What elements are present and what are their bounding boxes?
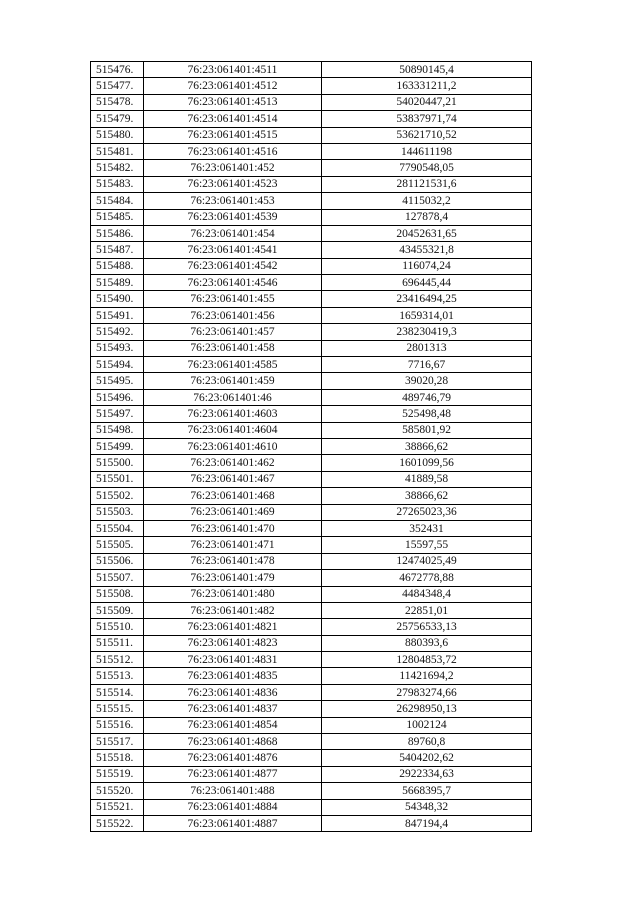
row-number-cell: 515500.	[91, 455, 144, 471]
cadastral-number-cell: 76:23:061401:453	[144, 193, 322, 209]
table-row	[91, 504, 532, 520]
row-number-cell: 515478.	[91, 94, 144, 110]
table-row	[91, 537, 532, 553]
row-number-cell: 515502.	[91, 488, 144, 504]
cadastral-value-cell: 1659314,01	[322, 307, 532, 323]
cadastral-value-cell: 20452631,65	[322, 225, 532, 241]
table-row	[91, 307, 532, 323]
row-number-cell: 515519.	[91, 766, 144, 782]
cadastral-number-cell: 76:23:061401:4604	[144, 422, 322, 438]
table-row	[91, 422, 532, 438]
table-row	[91, 78, 532, 94]
table-row	[91, 815, 532, 831]
row-number-cell: 515512.	[91, 652, 144, 668]
cadastral-value-cell: 26298950,13	[322, 701, 532, 717]
cadastral-number-cell: 76:23:061401:4877	[144, 766, 322, 782]
row-number-cell: 515505.	[91, 537, 144, 553]
cadastral-value-cell: 2922334,63	[322, 766, 532, 782]
table-row	[91, 324, 532, 340]
cadastral-number-cell: 76:23:061401:4513	[144, 94, 322, 110]
row-number-cell: 515486.	[91, 225, 144, 241]
table-row	[91, 291, 532, 307]
cadastral-value-table	[90, 61, 532, 832]
cadastral-value-cell: 281121531,6	[322, 176, 532, 192]
cadastral-number-cell: 76:23:061401:4610	[144, 438, 322, 454]
row-number-cell: 515496.	[91, 389, 144, 405]
row-number-cell: 515490.	[91, 291, 144, 307]
cadastral-value-cell: 127878,4	[322, 209, 532, 225]
row-number-cell: 515476.	[91, 62, 144, 78]
cadastral-value-cell: 38866,62	[322, 488, 532, 504]
cadastral-value-cell: 585801,92	[322, 422, 532, 438]
table-row	[91, 160, 532, 176]
cadastral-value-cell: 15597,55	[322, 537, 532, 553]
table-row	[91, 62, 532, 78]
cadastral-value-cell: 50890145,4	[322, 62, 532, 78]
table-row	[91, 340, 532, 356]
table-row	[91, 635, 532, 651]
row-number-cell: 515517.	[91, 734, 144, 750]
row-number-cell: 515491.	[91, 307, 144, 323]
table-row	[91, 406, 532, 422]
cadastral-value-cell: 22851,01	[322, 602, 532, 618]
row-number-cell: 515483.	[91, 176, 144, 192]
cadastral-number-cell: 76:23:061401:467	[144, 471, 322, 487]
table-row	[91, 111, 532, 127]
cadastral-number-cell: 76:23:061401:4884	[144, 799, 322, 815]
cadastral-value-cell: 27983274,66	[322, 684, 532, 700]
cadastral-value-cell: 43455321,8	[322, 242, 532, 258]
table-row	[91, 520, 532, 536]
cadastral-number-cell: 76:23:061401:4539	[144, 209, 322, 225]
table-row	[91, 652, 532, 668]
cadastral-number-cell: 76:23:061401:468	[144, 488, 322, 504]
row-number-cell: 515494.	[91, 357, 144, 373]
cadastral-value-cell: 238230419,3	[322, 324, 532, 340]
row-number-cell: 515509.	[91, 602, 144, 618]
cadastral-value-cell: 25756533,13	[322, 619, 532, 635]
table-row	[91, 553, 532, 569]
cadastral-value-cell: 54020447,21	[322, 94, 532, 110]
table-row	[91, 225, 532, 241]
cadastral-number-cell: 76:23:061401:480	[144, 586, 322, 602]
cadastral-number-cell: 76:23:061401:4831	[144, 652, 322, 668]
table-row	[91, 438, 532, 454]
cadastral-value-cell: 54348,32	[322, 799, 532, 815]
row-number-cell: 515488.	[91, 258, 144, 274]
table-row	[91, 766, 532, 782]
table-row	[91, 734, 532, 750]
cadastral-value-cell: 39020,28	[322, 373, 532, 389]
table-row	[91, 455, 532, 471]
row-number-cell: 515489.	[91, 275, 144, 291]
cadastral-number-cell: 76:23:061401:4523	[144, 176, 322, 192]
table-row	[91, 684, 532, 700]
cadastral-value-cell: 1601099,56	[322, 455, 532, 471]
cadastral-value-cell: 4672778,88	[322, 570, 532, 586]
cadastral-number-cell: 76:23:061401:46	[144, 389, 322, 405]
cadastral-value-cell: 4115032,2	[322, 193, 532, 209]
row-number-cell: 515513.	[91, 668, 144, 684]
cadastral-number-cell: 76:23:061401:4836	[144, 684, 322, 700]
table-row	[91, 602, 532, 618]
cadastral-value-cell: 23416494,25	[322, 291, 532, 307]
cadastral-value-cell: 2801313	[322, 340, 532, 356]
row-number-cell: 515487.	[91, 242, 144, 258]
cadastral-value-cell: 38866,62	[322, 438, 532, 454]
row-number-cell: 515514.	[91, 684, 144, 700]
table-row	[91, 799, 532, 815]
cadastral-value-cell: 525498,48	[322, 406, 532, 422]
row-number-cell: 515516.	[91, 717, 144, 733]
cadastral-value-cell: 27265023,36	[322, 504, 532, 520]
table-row	[91, 258, 532, 274]
table-row	[91, 783, 532, 799]
row-number-cell: 515510.	[91, 619, 144, 635]
cadastral-number-cell: 76:23:061401:454	[144, 225, 322, 241]
cadastral-number-cell: 76:23:061401:479	[144, 570, 322, 586]
cadastral-number-cell: 76:23:061401:482	[144, 602, 322, 618]
cadastral-value-cell: 352431	[322, 520, 532, 536]
row-number-cell: 515522.	[91, 815, 144, 831]
cadastral-number-cell: 76:23:061401:4512	[144, 78, 322, 94]
table-row	[91, 471, 532, 487]
row-number-cell: 515477.	[91, 78, 144, 94]
row-number-cell: 515482.	[91, 160, 144, 176]
cadastral-number-cell: 76:23:061401:4585	[144, 357, 322, 373]
cadastral-number-cell: 76:23:061401:4546	[144, 275, 322, 291]
table-row	[91, 668, 532, 684]
table-body	[91, 62, 532, 832]
row-number-cell: 515504.	[91, 520, 144, 536]
table-row	[91, 209, 532, 225]
cadastral-number-cell: 76:23:061401:4837	[144, 701, 322, 717]
table-row	[91, 570, 532, 586]
cadastral-number-cell: 76:23:061401:4821	[144, 619, 322, 635]
table-row	[91, 143, 532, 159]
cadastral-number-cell: 76:23:061401:470	[144, 520, 322, 536]
row-number-cell: 515498.	[91, 422, 144, 438]
cadastral-value-cell: 11421694,2	[322, 668, 532, 684]
cadastral-number-cell: 76:23:061401:4511	[144, 62, 322, 78]
row-number-cell: 515501.	[91, 471, 144, 487]
cadastral-number-cell: 76:23:061401:4854	[144, 717, 322, 733]
cadastral-number-cell: 76:23:061401:488	[144, 783, 322, 799]
cadastral-value-cell: 5404202,62	[322, 750, 532, 766]
cadastral-number-cell: 76:23:061401:4516	[144, 143, 322, 159]
cadastral-number-cell: 76:23:061401:4542	[144, 258, 322, 274]
row-number-cell: 515481.	[91, 143, 144, 159]
cadastral-number-cell: 76:23:061401:4541	[144, 242, 322, 258]
table-row	[91, 193, 532, 209]
cadastral-value-cell: 4484348,4	[322, 586, 532, 602]
cadastral-number-cell: 76:23:061401:459	[144, 373, 322, 389]
cadastral-value-cell: 53621710,52	[322, 127, 532, 143]
cadastral-number-cell: 76:23:061401:4868	[144, 734, 322, 750]
row-number-cell: 515521.	[91, 799, 144, 815]
cadastral-value-cell: 116074,24	[322, 258, 532, 274]
table-row	[91, 94, 532, 110]
row-number-cell: 515492.	[91, 324, 144, 340]
cadastral-number-cell: 76:23:061401:471	[144, 537, 322, 553]
cadastral-number-cell: 76:23:061401:469	[144, 504, 322, 520]
cadastral-number-cell: 76:23:061401:4823	[144, 635, 322, 651]
cadastral-value-cell: 12474025,49	[322, 553, 532, 569]
row-number-cell: 515499.	[91, 438, 144, 454]
cadastral-value-cell: 7716,67	[322, 357, 532, 373]
cadastral-value-cell: 41889,58	[322, 471, 532, 487]
row-number-cell: 515495.	[91, 373, 144, 389]
table-row	[91, 717, 532, 733]
cadastral-number-cell: 76:23:061401:4514	[144, 111, 322, 127]
row-number-cell: 515484.	[91, 193, 144, 209]
row-number-cell: 515493.	[91, 340, 144, 356]
row-number-cell: 515511.	[91, 635, 144, 651]
row-number-cell: 515503.	[91, 504, 144, 520]
cadastral-value-cell: 89760,8	[322, 734, 532, 750]
table-row	[91, 275, 532, 291]
cadastral-number-cell: 76:23:061401:4876	[144, 750, 322, 766]
cadastral-value-cell: 489746,79	[322, 389, 532, 405]
table-row	[91, 127, 532, 143]
cadastral-value-cell: 5668395,7	[322, 783, 532, 799]
cadastral-value-cell: 1002124	[322, 717, 532, 733]
cadastral-number-cell: 76:23:061401:456	[144, 307, 322, 323]
row-number-cell: 515480.	[91, 127, 144, 143]
table-row	[91, 701, 532, 717]
row-number-cell: 515506.	[91, 553, 144, 569]
cadastral-number-cell: 76:23:061401:4887	[144, 815, 322, 831]
cadastral-number-cell: 76:23:061401:4603	[144, 406, 322, 422]
document-page	[90, 61, 531, 832]
table-row	[91, 389, 532, 405]
table-row	[91, 586, 532, 602]
row-number-cell: 515515.	[91, 701, 144, 717]
cadastral-value-cell: 144611198	[322, 143, 532, 159]
cadastral-number-cell: 76:23:061401:462	[144, 455, 322, 471]
cadastral-number-cell: 76:23:061401:458	[144, 340, 322, 356]
row-number-cell: 515508.	[91, 586, 144, 602]
cadastral-value-cell: 12804853,72	[322, 652, 532, 668]
row-number-cell: 515485.	[91, 209, 144, 225]
row-number-cell: 515520.	[91, 783, 144, 799]
cadastral-value-cell: 847194,4	[322, 815, 532, 831]
table-row	[91, 750, 532, 766]
cadastral-number-cell: 76:23:061401:455	[144, 291, 322, 307]
cadastral-value-cell: 163331211,2	[322, 78, 532, 94]
row-number-cell: 515518.	[91, 750, 144, 766]
cadastral-number-cell: 76:23:061401:4515	[144, 127, 322, 143]
row-number-cell: 515497.	[91, 406, 144, 422]
table-row	[91, 373, 532, 389]
table-row	[91, 242, 532, 258]
cadastral-value-cell: 696445,44	[322, 275, 532, 291]
table-row	[91, 488, 532, 504]
cadastral-number-cell: 76:23:061401:457	[144, 324, 322, 340]
cadastral-number-cell: 76:23:061401:452	[144, 160, 322, 176]
cadastral-number-cell: 76:23:061401:4835	[144, 668, 322, 684]
cadastral-number-cell: 76:23:061401:478	[144, 553, 322, 569]
row-number-cell: 515507.	[91, 570, 144, 586]
row-number-cell: 515479.	[91, 111, 144, 127]
table-row	[91, 619, 532, 635]
cadastral-value-cell: 53837971,74	[322, 111, 532, 127]
cadastral-value-cell: 880393,6	[322, 635, 532, 651]
table-row	[91, 176, 532, 192]
cadastral-value-cell: 7790548,05	[322, 160, 532, 176]
table-row	[91, 357, 532, 373]
